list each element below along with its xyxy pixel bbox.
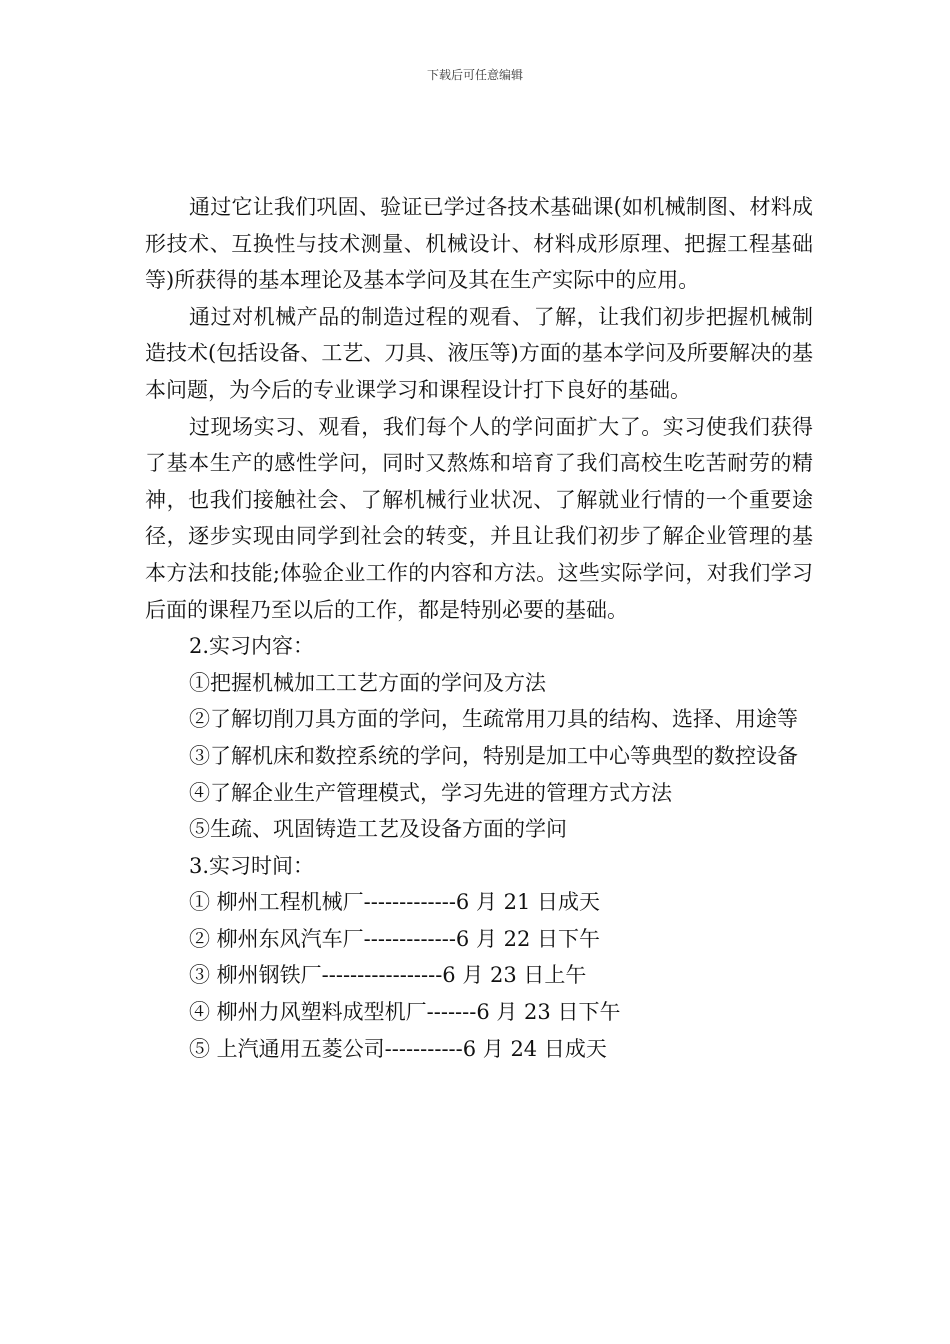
page-header-note: 下载后可任意编辑 (426, 68, 523, 82)
document-body (145, 189, 813, 1067)
time-item: ③ 柳州钢铁厂-----------------6 月 23 日上午 (189, 963, 587, 988)
content-item: ④了解企业生产管理模式，学习先进的管理方式方法 (189, 780, 672, 805)
time-item: ① 柳州工程机械厂-------------6 月 21 日成天 (189, 890, 601, 915)
time-item: ② 柳州东风汽车厂-------------6 月 22 日下午 (189, 926, 601, 951)
content-item: ③了解机床和数控系统的学问，特别是加工中心等典型的数控设备 (189, 743, 798, 768)
time-item: ④ 柳州力风塑料成型机厂-------6 月 23 日下午 (189, 1000, 621, 1025)
content-section-heading: 2.实习内容： (189, 634, 315, 659)
paragraph-purpose-manufacturing: 通过对机械产品的制造过程的观看、了解，让我们初步把握机械制造技术(包括设备、工艺、刀具、液压等)方面的基本学问及所要解决的基本问题，为今后的专业课学习和课程设计打下良好的基础。 (145, 304, 813, 402)
content-item: ⑤生疏、巩固铸造工艺及设备方面的学问 (189, 817, 567, 842)
content-item: ②了解切削刀具方面的学问，生疏常用刀具的结构、选择、用途等 (189, 707, 798, 732)
paragraph-purpose-basics: 通过它让我们巩固、验证已学过各技术基础课(如机械制图、材料成形技术、互换性与技术测量、机械设计、材料成形原理、把握工程基础等)所获得的基本理论及基本学问及其在生产实际中的应用。 (145, 195, 813, 293)
time-section-heading: 3.实习时间： (189, 853, 315, 878)
content-item: ①把握机械加工工艺方面的学问及方法 (189, 670, 546, 695)
paragraph-purpose-experience: 过现场实习、观看，我们每个人的学问面扩大了。实习使我们获得了基本生产的感性学问，同时又熬炼和培育了我们高校生吃苦耐劳的精神，也我们接触社会、了解机械行业状况、了解就业行情的一个重要途径，逐步实现由同学到社会的转变，并且让我们初步了解企业管理的基本方法和技能;体验企业工作的内容和方法。这些实际学问，对我们学习后面的课程乃至以后的工作，都是特别必要的基础。 (145, 414, 813, 622)
time-item: ⑤ 上汽通用五菱公司-----------6 月 24 日成天 (189, 1036, 607, 1061)
